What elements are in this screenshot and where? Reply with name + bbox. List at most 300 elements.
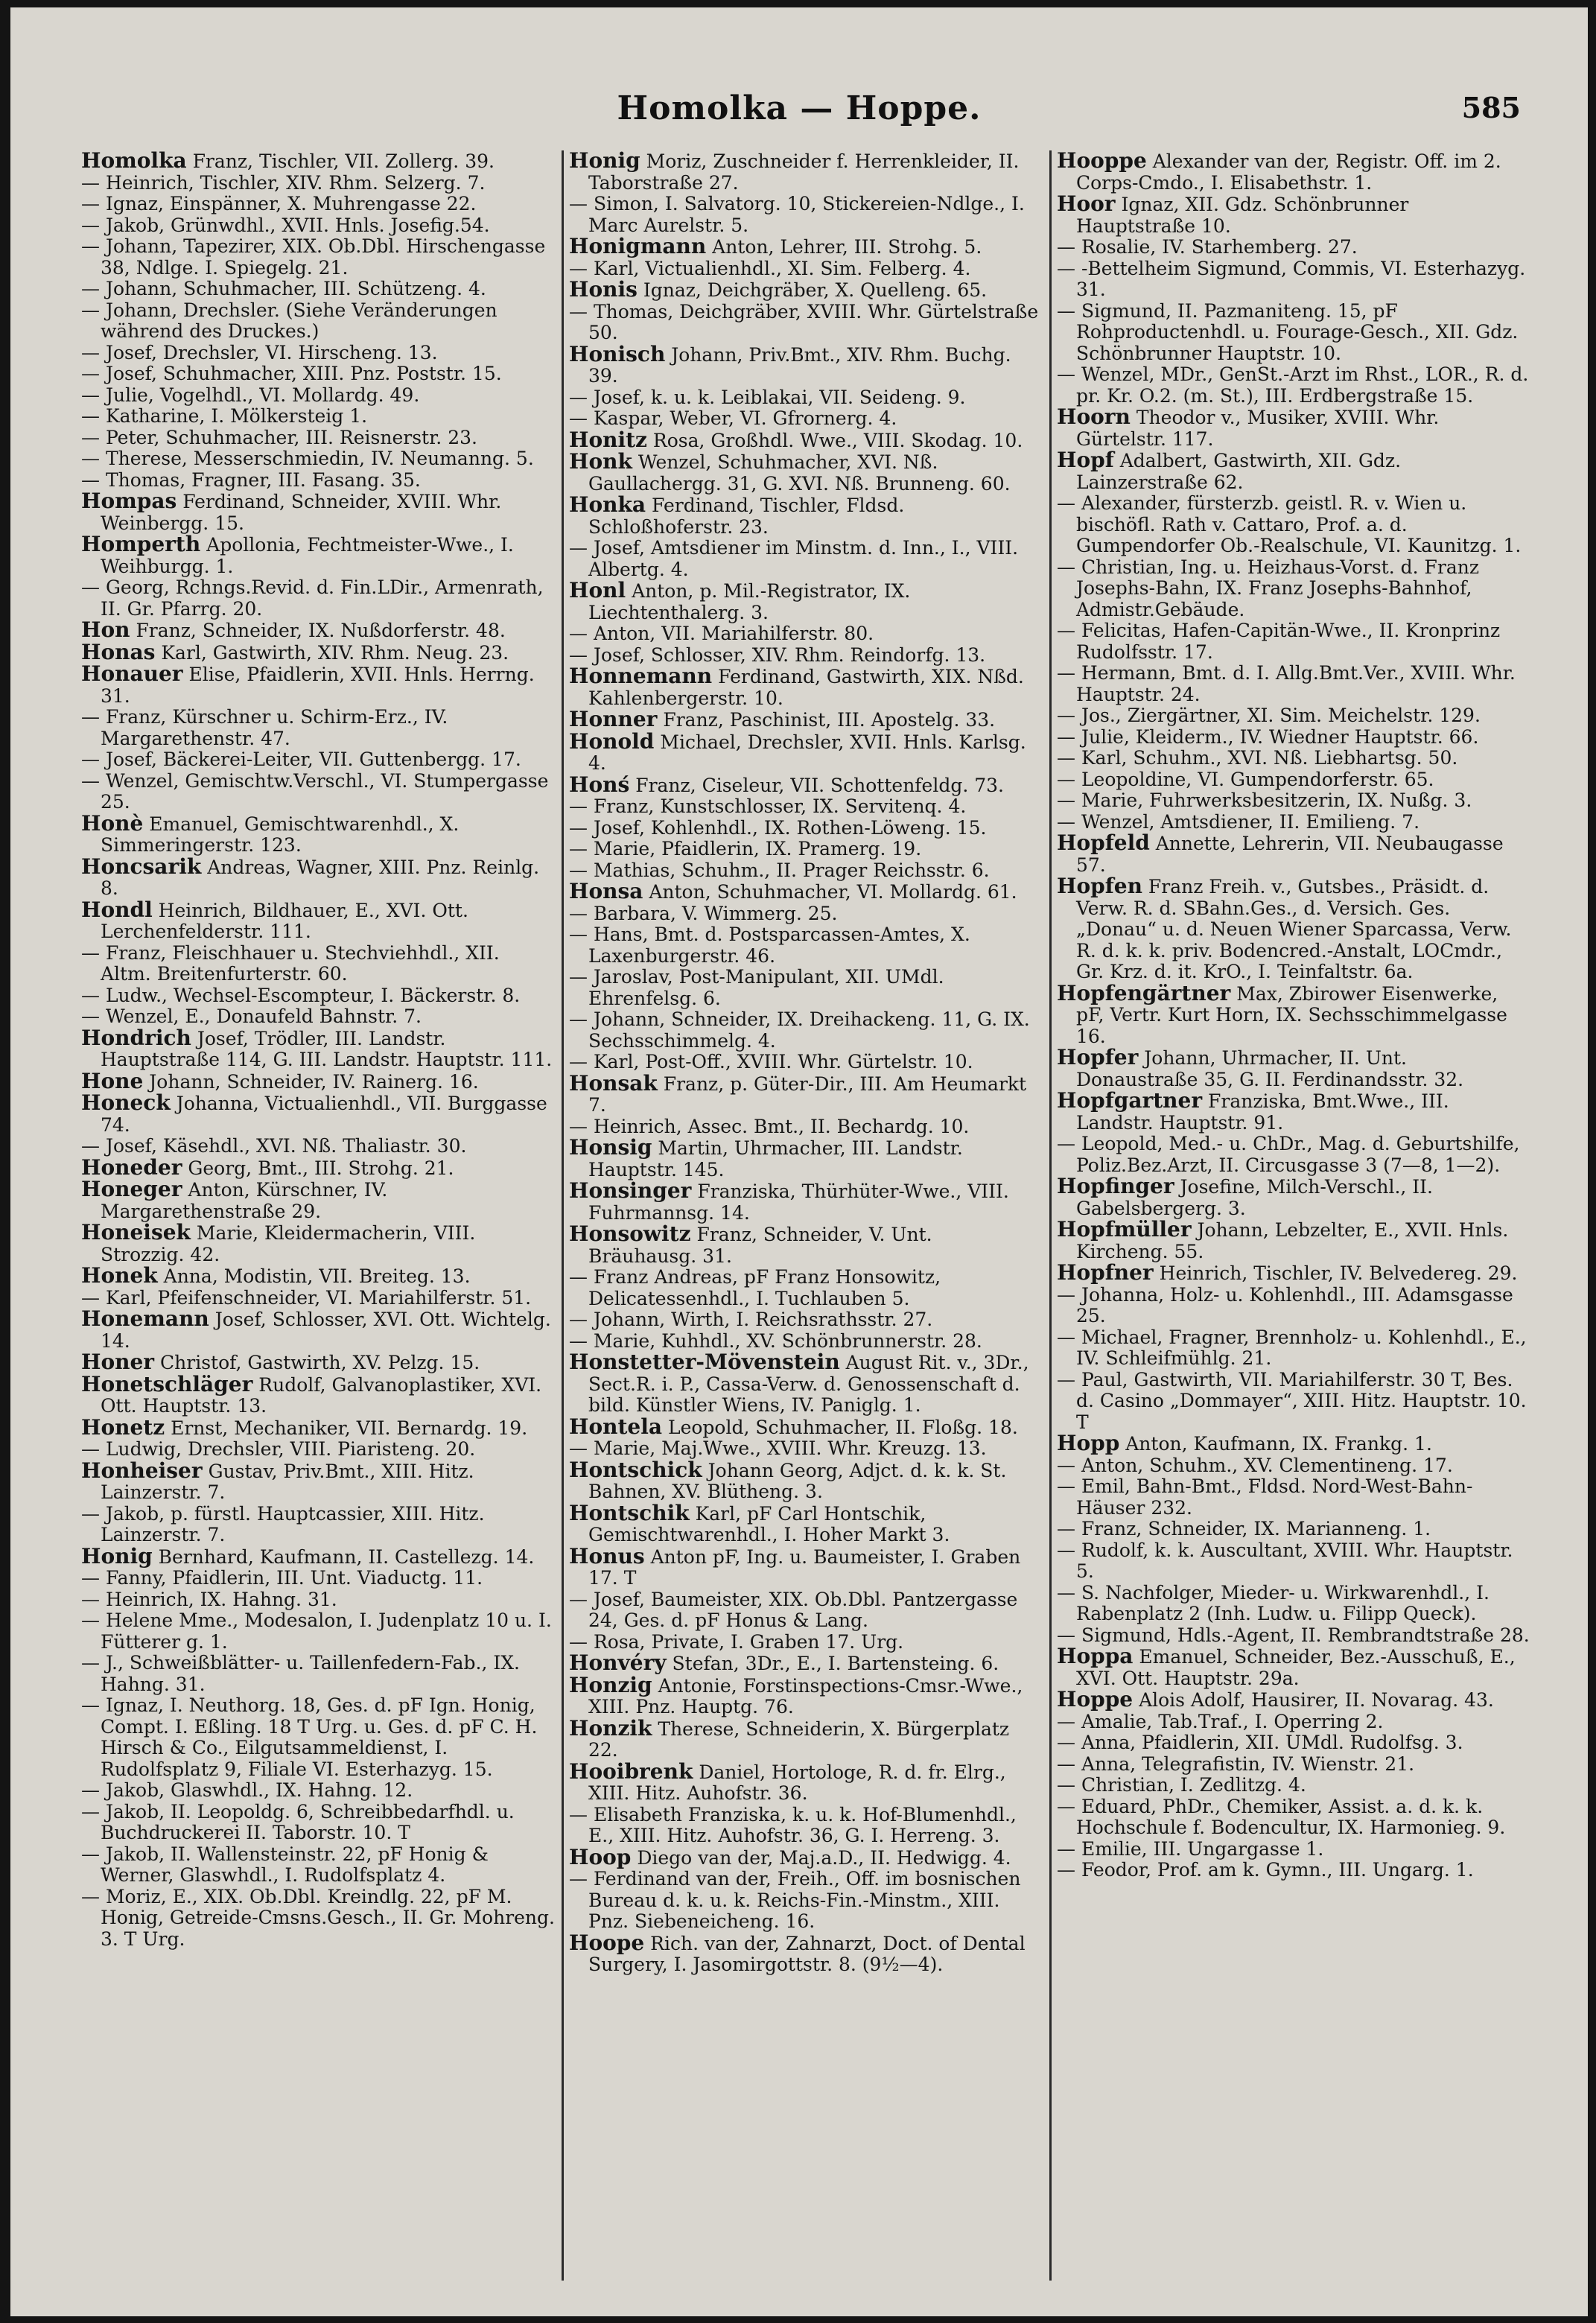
entry-text: — Josef, Schuhmacher, XIII. Pnz. Poststr. 15.: [81, 363, 502, 384]
entry-text: Franz, Paschinist, III. Apostelg. 33.: [663, 709, 996, 731]
entry-text: August Rit. v., 3Dr., Sect.R. i. P., Cassa-Verw. d. Genossenschaft d. bild. Künstler Wiens, IV. Paniglg. 1.: [588, 1352, 1029, 1416]
entry-surname: Honl: [569, 578, 626, 603]
entry-surname: Honheiser: [81, 1458, 203, 1483]
directory-entry: [569, 580, 1043, 623]
entry-text: Franz, p. Güter-Dir., III. Am Heumarkt 7.: [588, 1072, 1027, 1116]
directory-entry: [569, 1930, 1043, 1976]
entry-text: — Christian, I. Zedlitzg. 4.: [1057, 1774, 1306, 1796]
directory-entry: [1057, 258, 1530, 301]
entry-surname: Honig: [81, 1543, 153, 1569]
directory-entry: [569, 1331, 1043, 1353]
entry-text: Annette, Lehrerin, VII. Neubaugasse 57.: [1076, 833, 1504, 876]
entry-surname: Hopfgartner: [1057, 1088, 1203, 1113]
directory-entry: [569, 1632, 1043, 1653]
entry-text: — Sigmund, II. Pazmaniteng. 15, pF Rohproductenhdl. u. Fourage-Gesch., XII. Gdz. Schönbrunner Hauptstr. 10.: [1057, 299, 1519, 364]
entry-surname: Hon: [81, 617, 130, 642]
column-3: [1057, 150, 1530, 2288]
entry-text: — Marie, Maj.Wwe., XVIII. Whr. Kreuzg. 13.: [569, 1437, 987, 1459]
entry-surname: Hopfner: [1057, 1260, 1154, 1285]
directory-entry: [569, 1009, 1043, 1052]
entry-text: Franz, Schneider, IX. Nußdorferstr. 48.: [136, 620, 506, 641]
entry-text: — Heinrich, Assec. Bmt., II. Bechardg. 10.: [569, 1115, 970, 1137]
directory-entry: [1057, 1860, 1530, 1881]
entry-surname: Hopfengärtner: [1057, 980, 1231, 1005]
directory-entry: [569, 1869, 1043, 1933]
entry-text: Ferdinand, Tischler, Fldsd. Schloßhoferstr. 23.: [588, 495, 905, 538]
entry-text: — Marie, Fuhrwerksbesitzerin, IX. Nußg. 3.: [1057, 789, 1472, 811]
directory-entry: [569, 302, 1043, 344]
entry-surname: Honer: [81, 1350, 155, 1374]
entry-text: Franz, Tischler, VII. Zollerg. 39.: [192, 150, 495, 172]
directory-entry: [81, 985, 555, 1007]
directory-entry: [81, 385, 555, 407]
entry-text: Marie, Kleidermacherin, VIII. Strozzig. 42.: [101, 1222, 476, 1265]
entry-surname: Hoop: [569, 1844, 632, 1869]
entry-text: — Franz, Kunstschlosser, IX. Servitenq. 4.: [569, 795, 967, 817]
entry-surname: Honig: [569, 150, 640, 173]
entry-surname: Honsinger: [569, 1178, 692, 1203]
entry-text: Franziska, Bmt.Wwe., III. Landstr. Hauptstr. 91.: [1076, 1090, 1449, 1134]
directory-entry: [81, 1265, 555, 1288]
entry-text: Johann Georg, Adjct. d. k. k. St. Bahnen, XV. Blütheng. 3.: [588, 1459, 1007, 1502]
directory-entry: [569, 1672, 1043, 1718]
entry-text: — Rosalie, IV. Starhemberg. 27.: [1057, 236, 1358, 258]
entry-surname: Honeisek: [81, 1220, 191, 1245]
entry-surname: Honek: [81, 1263, 158, 1288]
entry-text: — Moriz, E., XIX. Ob.Dbl. Kreindlg. 22, pF M. Honig, Getreide-Cmsns.Gesch., II. Gr. Mohreng. 3. T Urg.: [81, 1885, 555, 1950]
directory-entry: [569, 709, 1043, 731]
directory-entry: [569, 538, 1043, 580]
directory-entry: [81, 1589, 555, 1611]
directory-entry: [81, 1414, 555, 1440]
entry-surname: Honitz: [569, 427, 647, 452]
entry-text: — Josef, Drechsler, VI. Hirscheng. 13.: [81, 341, 438, 363]
entry-surname: Homperth: [81, 532, 201, 556]
entry-surname: Hondl: [81, 897, 153, 922]
entry-text: — Karl, Pfeifenschneider, VI. Mariahilferstr. 51.: [81, 1286, 532, 1309]
entry-text: — Jakob, Grünwdhl., XVII. Hnls. Josefig.54.: [81, 214, 490, 236]
entry-surname: Honè: [81, 810, 144, 836]
directory-entry: [1057, 1219, 1530, 1262]
entry-text: — Josef, Kohlenhdl., IX. Rothen-Löweng. 15.: [569, 816, 987, 839]
column-divider: [562, 150, 564, 2281]
directory-entry: [81, 1458, 555, 1504]
directory-entry: [81, 343, 555, 364]
entry-text: — Rudolf, k. k. Auscultant, XVIII. Whr. Hauptstr. 5.: [1057, 1539, 1513, 1582]
directory-entry: [81, 1802, 555, 1844]
directory-entry: [569, 1070, 1043, 1116]
directory-entry: [81, 639, 555, 664]
entry-text: — Jakob, Glaswhdl., IX. Hahng. 12.: [81, 1779, 413, 1801]
entry-surname: Honetz: [81, 1414, 165, 1440]
directory-entry: [1057, 493, 1530, 557]
entry-text: — Anton, VII. Mariahilferstr. 80.: [569, 623, 874, 644]
directory-page: [10, 7, 1588, 2316]
entry-text: — Karl, Schuhm., XVI. Nß. Liebhartsg. 50.: [1057, 747, 1458, 769]
entry-text: — Marie, Kuhhdl., XV. Schönbrunnerstr. 28.: [569, 1329, 982, 1352]
entry-text: — Leopoldine, VI. Gumpendorferstr. 65.: [1057, 768, 1434, 790]
directory-entry: [81, 1695, 555, 1780]
directory-entry: [1057, 790, 1530, 812]
entry-text: — Ferdinand van der, Freih., Off. im bosnischen Bureau d. k. u. k. Reichs-Fin.-Minstm., XIII. Pnz. Siebeneicheng. 16.: [569, 1868, 1021, 1932]
entry-text: Anton, p. Mil.-Registrator, IX. Liechtenthalerg. 3.: [588, 580, 911, 623]
entry-surname: Honcsarik: [81, 854, 202, 879]
directory-entry: [81, 661, 555, 707]
directory-entry: [569, 1052, 1043, 1073]
entry-text: Michael, Drechsler, XVII. Hnls. Karlsg. 4.: [588, 731, 1026, 774]
directory-entry: [81, 1090, 555, 1136]
entry-text: Anton, Lehrer, III. Strohg. 5.: [712, 236, 982, 258]
entry-text: — Johann, Tapezirer, XIX. Ob.Dbl. Hirschengasse 38, Ndlge. I. Spiegelg. 21.: [81, 235, 546, 279]
directory-entry: [81, 470, 555, 492]
entry-surname: Honeger: [81, 1177, 182, 1201]
entry-text: — Franz, Fleischhauer u. Stechviehhdl., XII. Altm. Breitenfurterstr. 60.: [81, 941, 500, 985]
entry-surname: Hoope: [569, 1930, 645, 1955]
directory-entry: [569, 1414, 1043, 1439]
running-title: Homolka — Hoppe.: [617, 89, 982, 127]
directory-entry: [81, 1352, 555, 1374]
directory-entry: [569, 1221, 1043, 1267]
directory-entry: [1057, 1540, 1530, 1583]
directory-entry: [81, 279, 555, 300]
entry-surname: Honas: [81, 639, 156, 664]
entry-surname: Hopfmüller: [1057, 1217, 1192, 1242]
directory-entry: [81, 1179, 555, 1222]
entry-text: Johann, Priv.Bmt., XIV. Rhm. Buchg. 39.: [588, 343, 1011, 387]
entry-text: Antonie, Forstinspections-Cmsr.-Wwe., XIII. Pnz. Hauptg. 76.: [588, 1674, 1023, 1717]
directory-entry: [1057, 727, 1530, 749]
entry-text: Franziska, Thürhüter-Wwe., VIII. Fuhrmannsg. 14.: [588, 1180, 1009, 1224]
entry-text: Josef, Trödler, III. Landstr. Hauptstraße 114, G. III. Landstr. Hauptstr. 111.: [101, 1027, 553, 1070]
directory-entry: [1057, 237, 1530, 258]
directory-entry: [1057, 1712, 1530, 1733]
entry-text: — Georg, Rchngs.Revid. d. Fin.LDir., Armenrath, II. Gr. Pfarrg. 20.: [81, 576, 544, 620]
directory-entry: [569, 258, 1043, 280]
directory-entry: [81, 1653, 555, 1695]
entry-text: — Wenzel, Gemischtw.Verschl., VI. Stumpergasse 25.: [81, 769, 549, 813]
entry-text: — Marie, Pfaidlerin, IX. Pramerg. 19.: [569, 838, 922, 859]
directory-entry: [81, 448, 555, 470]
entry-text: Stefan, 3Dr., E., I. Bartensteing. 6.: [672, 1653, 999, 1674]
entry-text: Anton, Kürschner, IV. Margarethenstraße 29.: [101, 1179, 388, 1222]
entry-surname: Honetschläger: [81, 1371, 253, 1396]
directory-entry: [1057, 1285, 1530, 1327]
entry-text: Ferdinand, Schneider, XVIII. Whr. Weinbergg. 15.: [101, 491, 502, 534]
entry-surname: Honus: [569, 1543, 645, 1569]
directory-entry: [81, 1006, 555, 1028]
entry-text: Adalbert, Gastwirth, XII. Gdz. Lainzerstraße 62.: [1076, 450, 1402, 493]
entry-text: Anton, Kaufmann, IX. Frankg. 1.: [1125, 1433, 1432, 1455]
entry-text: — Johanna, Holz- u. Kohlenhdl., III. Adamsgasse 25.: [1057, 1283, 1513, 1326]
directory-entry: [81, 1288, 555, 1309]
entry-text: — Kaspar, Weber, VI. Gfrornerg. 4.: [569, 407, 897, 429]
entry-text: Rudolf, Galvanoplastiker, XVI. Ott. Hauptstr. 13.: [101, 1373, 542, 1417]
entry-text: Josefine, Milch-Verschl., II. Gabelsbergerg. 3.: [1076, 1176, 1433, 1219]
directory-entry: [81, 406, 555, 428]
directory-entry: [569, 796, 1043, 818]
directory-entry: [81, 1136, 555, 1157]
entry-text: — Franz, Kürschner u. Schirm-Erz., IV. Margarethenstr. 47.: [81, 706, 448, 749]
directory-entry: [81, 215, 555, 237]
entry-text: — Ludwig, Drechsler, VIII. Piaristeng. 20.: [81, 1438, 476, 1460]
entry-surname: Honnemann: [569, 664, 713, 688]
entry-text: Franz, Schneider, V. Unt. Bräuhausg. 31.: [588, 1224, 932, 1267]
entry-text: Heinrich, Bildhauer, E., XVI. Ott. Lerchenfelderstr. 111.: [101, 899, 468, 942]
directory-entry: [81, 749, 555, 771]
entry-surname: Hondrich: [81, 1025, 191, 1050]
entry-text: Elise, Pfaidlerin, XVII. Hnls. Herrng. 31.: [101, 664, 535, 707]
entry-text: Johann, Lebzelter, E., XVII. Hnls. Kircheng. 55.: [1076, 1219, 1509, 1262]
directory-entry: [81, 771, 555, 813]
entry-surname: Hoor: [1057, 191, 1116, 216]
entry-text: Franz, Ciseleur, VII. Schottenfeldg. 73.: [635, 774, 1004, 796]
directory-entry: [1057, 450, 1530, 493]
entry-text: Anton, Schuhmacher, VI. Mollardg. 61.: [649, 881, 1017, 903]
directory-entry: [81, 1439, 555, 1461]
directory-entry: [81, 943, 555, 985]
directory-entry: [1057, 1433, 1530, 1455]
directory-entry: [569, 1844, 1043, 1869]
entry-text: — Heinrich, IX. Hahng. 31.: [81, 1588, 337, 1610]
entry-surname: Hoorn: [1057, 404, 1131, 429]
entry-text: — Simon, I. Salvatorg. 10, Stickereien-Ndlge., I. Marc Aurelstr. 5.: [569, 193, 1025, 236]
entry-text: — Eduard, PhDr., Chemiker, Assist. a. d. k. k. Hochschule f. Bodencultur, IX. Harmonieg. 9.: [1057, 1795, 1506, 1838]
entry-surname: Hoppa: [1057, 1644, 1134, 1668]
directory-entry: [1057, 1134, 1530, 1176]
directory-entry: [81, 854, 555, 900]
entry-surname: Homolka: [81, 150, 187, 173]
directory-entry: [569, 1758, 1043, 1805]
entry-text: — Sigmund, Hdls.-Agent, II. Rembrandtstraße 28.: [1057, 1624, 1530, 1646]
entry-text: — Helene Mme., Modesalon, I. Judenplatz 10 u. I. Fütterer g. 1.: [81, 1609, 552, 1653]
entry-text: Leopold, Schuhmacher, II. Floßg. 18.: [667, 1416, 1018, 1438]
entry-text: Moriz, Zuschneider f. Herrenkleider, II. Taborstraße 27.: [588, 150, 1020, 194]
entry-surname: Honś: [569, 772, 630, 797]
directory-entry: [81, 1025, 555, 1071]
directory-entry: [81, 428, 555, 449]
entry-text: — Amalie, Tab.Traf., I. Operring 2.: [1057, 1710, 1384, 1732]
directory-entry: [1057, 191, 1530, 237]
entry-text: — Wenzel, E., Donaufeld Bahnstr. 7.: [81, 1005, 422, 1027]
directory-entry: [81, 236, 555, 279]
directory-entry: [569, 150, 1043, 194]
entry-text: — Johann, Schuhmacher, III. Schützeng. 4.: [81, 278, 486, 299]
directory-entry: [569, 967, 1043, 1009]
directory-entry: [81, 150, 555, 173]
directory-entry: [81, 1568, 555, 1589]
entry-surname: Honauer: [81, 661, 183, 686]
directory-entry: [1057, 830, 1530, 876]
entry-surname: Honzig: [569, 1672, 652, 1697]
directory-entry: [81, 173, 555, 194]
entry-surname: Honemann: [81, 1306, 209, 1331]
entry-text: — Wenzel, Amtsdiener, II. Emilieng. 7.: [1057, 810, 1420, 833]
directory-entry: [569, 408, 1043, 430]
entry-text: — Jakob, p. fürstl. Hauptcassier, XIII. Hitz. Lainzerstr. 7.: [81, 1502, 485, 1545]
entry-text: Josef, Schlosser, XVI. Ott. Wichtelg. 14.: [101, 1309, 551, 1352]
directory-entry: [1057, 1176, 1530, 1219]
directory-entry: [569, 492, 1043, 538]
entry-text: — Mathias, Schuhm., II. Prager Reichsstr. 6.: [569, 859, 990, 881]
directory-entry: [1057, 876, 1530, 983]
directory-entry: [1057, 663, 1530, 705]
directory-entry: [569, 341, 1043, 387]
directory-entry: [81, 1504, 555, 1546]
directory-entry: [1057, 150, 1530, 194]
entry-text: Max, Zbirower Eisenwerke, pF, Vertr. Kurt Horn, IX. Sechsschimmelgasse 16.: [1076, 982, 1507, 1047]
directory-entry: [569, 1650, 1043, 1675]
entry-text: — Leopold, Med.- u. ChDr., Mag. d. Geburtshilfe, Poliz.Bez.Arzt, II. Circusgasse 3 (7—8, 1—2).: [1057, 1133, 1520, 1176]
directory-entry: [569, 1267, 1043, 1309]
entry-text: — Karl, Victualienhdl., XI. Sim. Felberg. 4.: [569, 257, 971, 279]
entry-text: — Feodor, Prof. am k. Gymn., III. Ungarg. 1.: [1057, 1859, 1474, 1881]
column-2: [569, 150, 1043, 2288]
directory-entry: [1057, 1646, 1530, 1689]
entry-text: Emanuel, Schneider, Bez.-Ausschuß, E., XVI. Ott. Hauptstr. 29a.: [1076, 1646, 1516, 1689]
entry-text: — Franz, Schneider, IX. Marianneng. 1.: [1057, 1518, 1431, 1539]
directory-entry: [1057, 1327, 1530, 1370]
entry-text: — Elisabeth Franziska, k. u. k. Hof-Blumenhdl., E., XIII. Hitz. Auhofstr. 36, G. I. Herreng. 3.: [569, 1803, 1017, 1846]
entry-text: — Rosa, Private, I. Graben 17. Urg.: [569, 1630, 904, 1653]
entry-surname: Hooppe: [1057, 150, 1147, 173]
entry-text: — Josef, Schlosser, XIV. Rhm. Reindorfg. 13.: [569, 643, 986, 666]
directory-entry: [81, 1068, 555, 1093]
entry-text: Ignaz, Deichgräber, X. Quelleng. 65.: [643, 279, 988, 301]
entry-text: Johann, Uhrmacher, II. Unt. Donaustraße 35, G. II. Ferdinandsstr. 32.: [1076, 1047, 1464, 1090]
entry-surname: Honisch: [569, 341, 666, 366]
directory-entry: [1057, 301, 1530, 365]
entry-text: Daniel, Hortologe, R. d. fr. Elrg., XIII. Hitz. Auhofstr. 36.: [588, 1761, 1006, 1804]
entry-text: — Josef, Baumeister, XIX. Ob.Dbl. Pantzergasse 24, Ges. d. pF Honus & Lang.: [569, 1588, 1018, 1631]
entry-text: — Katharine, I. Mölkersteig 1.: [81, 405, 368, 427]
entry-surname: Hoppe: [1057, 1687, 1134, 1712]
entry-text: — Josef, Amtsdiener im Minstm. d. Inn., I., VIII. Albertg. 4.: [569, 537, 1019, 580]
directory-entry: [569, 1457, 1043, 1503]
directory-entry: [569, 194, 1043, 236]
entry-text: — S. Nachfolger, Mieder- u. Wirkwarenhdl., I. Rabenplatz 2 (Inh. Ludw. u. Filipp Queck).: [1057, 1581, 1490, 1624]
directory-entry: [569, 236, 1043, 258]
entry-surname: Honeck: [81, 1090, 171, 1115]
entry-surname: Hopfer: [1057, 1045, 1139, 1070]
directory-entry: [81, 1543, 555, 1569]
entry-surname: Honis: [569, 277, 638, 302]
entry-text: — Felicitas, Hafen-Capitän-Wwe., II. Kronprinz Rudolfsstr. 17.: [1057, 620, 1501, 663]
entry-text: — Peter, Schuhmacher, III. Reisnerstr. 23.: [81, 426, 477, 448]
directory-entry: [1057, 404, 1530, 450]
directory-entry: [81, 1780, 555, 1802]
directory-entry: [81, 1371, 555, 1417]
entry-surname: Honsowitz: [569, 1221, 691, 1246]
directory-entry: [569, 1438, 1043, 1460]
directory-entry: [569, 1715, 1043, 1761]
entry-text: Georg, Bmt., III. Strohg. 21.: [188, 1157, 454, 1179]
directory-entry: [81, 810, 555, 857]
entry-surname: Hone: [81, 1068, 144, 1093]
directory-entry: [1057, 1047, 1530, 1090]
entry-text: Heinrich, Tischler, IV. Belvedereg. 29.: [1159, 1262, 1518, 1284]
directory-entry: [569, 1180, 1043, 1224]
entry-surname: Hopfinger: [1057, 1174, 1174, 1198]
entry-text: Martin, Uhrmacher, III. Landstr. Hauptstr. 145.: [588, 1137, 963, 1180]
entry-text: — Thomas, Fragner, III. Fasang. 35.: [81, 468, 421, 491]
entry-text: — Johann, Wirth, I. Reichsrathsstr. 27.: [569, 1309, 933, 1330]
directory-entry: [569, 924, 1043, 967]
entry-surname: Honigmann: [569, 234, 707, 258]
directory-entry: [569, 1137, 1043, 1180]
directory-entry: [81, 300, 555, 343]
entry-text: — Josef, k. u. k. Leiblakai, VII. Seideng. 9.: [569, 386, 966, 408]
entry-text: Bernhard, Kaufmann, II. Castellezg. 14.: [158, 1545, 535, 1568]
entry-surname: Honsig: [569, 1135, 652, 1160]
directory-entry: [1057, 1689, 1530, 1712]
directory-entry: [1057, 557, 1530, 621]
directory-entry: [1057, 1775, 1530, 1796]
directory-entry: [569, 427, 1043, 452]
directory-entry: [1057, 1796, 1530, 1839]
directory-entry: [81, 707, 555, 749]
entry-text: Karl, Gastwirth, XIV. Rhm. Neug. 23.: [161, 641, 509, 664]
directory-entry: [81, 194, 555, 215]
entry-surname: Honsa: [569, 879, 643, 903]
entry-text: — Jakob, II. Wallensteinstr. 22, pF Honig & Werner, Glaswhdl., I. Rudolfsplatz 4.: [81, 1843, 489, 1886]
entry-text: — Jaroslav, Post-Manipulant, XII. UMdl. Ehrenfelsg. 6.: [569, 966, 944, 1009]
directory-entry: [81, 897, 555, 943]
directory-entry: [569, 839, 1043, 860]
entry-text: — Anton, Schuhm., XV. Clementineng. 17.: [1057, 1454, 1453, 1476]
directory-entry: [569, 623, 1043, 645]
directory-entry: [1057, 1625, 1530, 1647]
entry-surname: Hontela: [569, 1414, 663, 1439]
directory-entry: [1057, 1583, 1530, 1625]
entry-text: Anton pF, Ing. u. Baumeister, I. Graben 17. T: [588, 1545, 1021, 1589]
entry-text: — Hermann, Bmt. d. I. Allg.Bmt.Ver., XVIII. Whr. Hauptstr. 24.: [1057, 662, 1516, 705]
entry-surname: Hopfeld: [1057, 830, 1150, 855]
entry-surname: Honvéry: [569, 1650, 667, 1675]
directory-entry: [1057, 748, 1530, 769]
entry-text: — Fanny, Pfaidlerin, III. Unt. Viaductg. 11.: [81, 1567, 483, 1589]
entry-surname: Hopp: [1057, 1431, 1120, 1455]
directory-entry: [569, 1805, 1043, 1847]
entry-text: — Heinrich, Tischler, XIV. Rhm. Selzerg. 7.: [81, 171, 486, 194]
entry-text: — Johann, Schneider, IX. Dreihackeng. 11, G. IX. Sechsschimmelg. 4.: [569, 1008, 1030, 1052]
entry-text: Andreas, Wagner, XIII. Pnz. Reinlg. 8.: [101, 856, 540, 899]
entry-text: — Anna, Pfaidlerin, XII. UMdl. Rudolfsg. 3.: [1057, 1732, 1463, 1753]
entry-surname: Hompas: [81, 489, 177, 513]
directory-entry: [81, 1887, 555, 1951]
entry-surname: Honner: [569, 707, 658, 731]
entry-text: — Julie, Kleiderm., IV. Wiedner Hauptstr. 66.: [1057, 725, 1479, 748]
entry-text: — Therese, Messerschmiedin, IV. Neumanng. 5.: [81, 448, 534, 469]
directory-entry: [1057, 1519, 1530, 1540]
entry-text: — Barbara, V. Wimmerg. 25.: [569, 902, 838, 924]
entry-text: Ferdinand, Gastwirth, XIX. Nßd. Kahlenbergerstr. 10.: [588, 666, 1024, 709]
directory-entry: [569, 1500, 1043, 1546]
directory-entry: [1057, 620, 1530, 663]
entry-text: Ignaz, XII. Gdz. Schönbrunner Hauptstraße 10.: [1076, 194, 1409, 237]
column-1: [81, 150, 555, 2288]
directory-entry: [569, 903, 1043, 925]
entry-surname: Honzik: [569, 1715, 652, 1741]
entry-text: — Jos., Ziergärtner, XI. Sim. Meichelstr. 129.: [1057, 705, 1481, 726]
directory-entry: [81, 1844, 555, 1887]
directory-entry: [569, 818, 1043, 839]
entry-text: — Alexander, fürsterzb. geistl. R. v. Wien u. bischöfl. Rath v. Cattaro, Prof. a. d. Gumpendorfer Ob.-Realschule, VI. Kaunitzg. 1.: [1057, 492, 1522, 556]
directory-entry: [569, 279, 1043, 302]
directory-entry: [81, 491, 555, 534]
entry-text: — Julie, Vogelhdl., VI. Mollardg. 49.: [81, 384, 420, 406]
entry-text: — Ignaz, I. Neuthorg. 18, Ges. d. pF Ign. Honig, Compt. I. Eßling. 18 T Urg. u. Ges. d. pF C. H. Hirsch & Co., Eilgutsammeldienst, I. Rudolfsplatz 9, Filiale VI. Esterhazyg. 15.: [81, 1694, 538, 1780]
directory-entry: [81, 617, 555, 642]
